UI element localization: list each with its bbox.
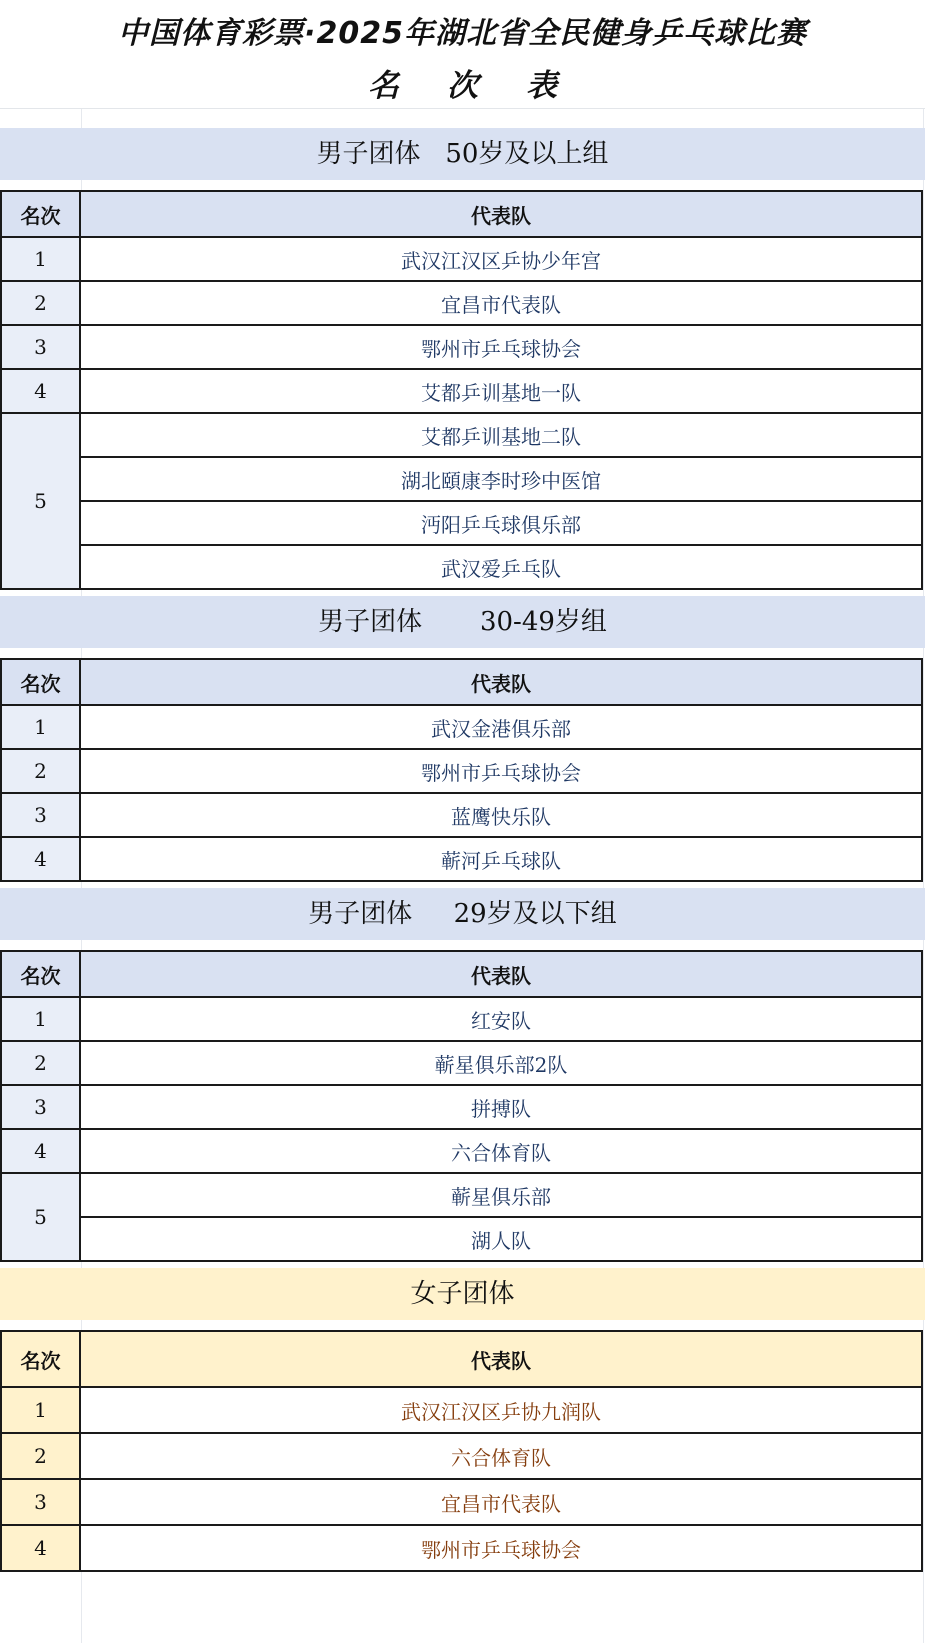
column-header-team: 代表队 xyxy=(80,1331,922,1387)
team-cell: 艾都乒训基地一队 xyxy=(80,369,922,413)
page-title: 中国体育彩票·2025年湖北省全民健身乒乓球比赛 xyxy=(118,16,807,51)
team-cell: 武汉爱乒乓队 xyxy=(80,545,922,589)
rank-cell: 2 xyxy=(1,1433,80,1479)
section-header: 男子团体 30-49岁组 xyxy=(0,596,925,648)
section-men-30-49 xyxy=(0,596,925,882)
table-header-row xyxy=(1,1331,922,1387)
rank-cell: 3 xyxy=(1,1479,80,1525)
rank-cell: 2 xyxy=(1,749,80,793)
team-cell: 武汉金港俱乐部 xyxy=(80,705,922,749)
table-row xyxy=(1,1387,922,1433)
table-row xyxy=(1,997,922,1041)
rank-cell: 4 xyxy=(1,1129,80,1173)
table-row xyxy=(1,1041,922,1085)
team-cell: 武汉江汉区乒协九润队 xyxy=(80,1387,922,1433)
rank-cell: 1 xyxy=(1,997,80,1041)
rank-cell: 2 xyxy=(1,281,80,325)
table-row xyxy=(1,1173,922,1217)
team-cell: 鄂州市乒乓球协会 xyxy=(80,1525,922,1571)
ranking-table xyxy=(0,658,923,882)
team-cell: 湖北頤康李时珍中医馆 xyxy=(80,457,922,501)
column-header-team: 代表队 xyxy=(80,191,922,237)
table-header-row xyxy=(1,951,922,997)
column-header-team: 代表队 xyxy=(80,659,922,705)
column-header-rank: 名次 xyxy=(1,191,80,237)
team-cell: 六合体育队 xyxy=(80,1433,922,1479)
team-cell: 红安队 xyxy=(80,997,922,1041)
rank-cell: 5 xyxy=(1,413,80,589)
table-row xyxy=(1,325,922,369)
section-women-team xyxy=(0,1268,925,1572)
section-men-50-plus xyxy=(0,128,925,590)
rank-cell: 3 xyxy=(1,793,80,837)
column-header-rank: 名次 xyxy=(1,1331,80,1387)
ranking-table xyxy=(0,190,923,590)
team-cell: 宜昌市代表队 xyxy=(80,1479,922,1525)
table-row xyxy=(1,749,922,793)
rank-cell: 4 xyxy=(1,1525,80,1571)
section-men-29-under xyxy=(0,888,925,1262)
table-row xyxy=(1,413,922,457)
table-header-row xyxy=(1,191,922,237)
section-header: 男子团体 50岁及以上组 xyxy=(0,128,925,180)
rank-cell: 4 xyxy=(1,837,80,881)
table-row xyxy=(1,1129,922,1173)
table-row xyxy=(1,705,922,749)
rank-cell: 1 xyxy=(1,1387,80,1433)
rank-cell: 3 xyxy=(1,1085,80,1129)
ranking-table xyxy=(0,950,923,1262)
ranking-table xyxy=(0,1330,923,1572)
team-cell: 鄂州市乒乓球协会 xyxy=(80,325,922,369)
table-row xyxy=(1,1217,922,1261)
team-cell: 蓝鹰快乐队 xyxy=(80,793,922,837)
rank-cell: 1 xyxy=(1,237,80,281)
rank-cell: 5 xyxy=(1,1173,80,1261)
team-cell: 沔阳乒乓球俱乐部 xyxy=(80,501,922,545)
section-header: 女子团体 xyxy=(0,1268,925,1320)
column-header-rank: 名次 xyxy=(1,659,80,705)
table-row xyxy=(1,1479,922,1525)
rank-cell: 3 xyxy=(1,325,80,369)
table-row xyxy=(1,545,922,589)
team-cell: 蕲星俱乐部2队 xyxy=(80,1041,922,1085)
table-row xyxy=(1,369,922,413)
page-subtitle: 名次表 xyxy=(368,68,605,104)
team-cell: 六合体育队 xyxy=(80,1129,922,1173)
table-row xyxy=(1,1085,922,1129)
table-row xyxy=(1,457,922,501)
team-cell: 拼搏队 xyxy=(80,1085,922,1129)
section-header: 男子团体 29岁及以下组 xyxy=(0,888,925,940)
table-row xyxy=(1,237,922,281)
team-cell: 艾都乒训基地二队 xyxy=(80,413,922,457)
team-cell: 蕲星俱乐部 xyxy=(80,1173,922,1217)
team-cell: 湖人队 xyxy=(80,1217,922,1261)
rank-cell: 2 xyxy=(1,1041,80,1085)
team-cell: 武汉江汉区乒协少年宫 xyxy=(80,237,922,281)
rank-cell: 1 xyxy=(1,705,80,749)
team-cell: 宜昌市代表队 xyxy=(80,281,922,325)
table-row xyxy=(1,1525,922,1571)
table-row xyxy=(1,837,922,881)
rank-cell: 4 xyxy=(1,369,80,413)
team-cell: 鄂州市乒乓球协会 xyxy=(80,749,922,793)
team-cell: 蕲河乒乓球队 xyxy=(80,837,922,881)
table-row xyxy=(1,793,922,837)
table-header-row xyxy=(1,659,922,705)
title-block xyxy=(0,0,925,109)
table-row xyxy=(1,1433,922,1479)
column-header-rank: 名次 xyxy=(1,951,80,997)
table-row xyxy=(1,501,922,545)
table-row xyxy=(1,281,922,325)
column-header-team: 代表队 xyxy=(80,951,922,997)
